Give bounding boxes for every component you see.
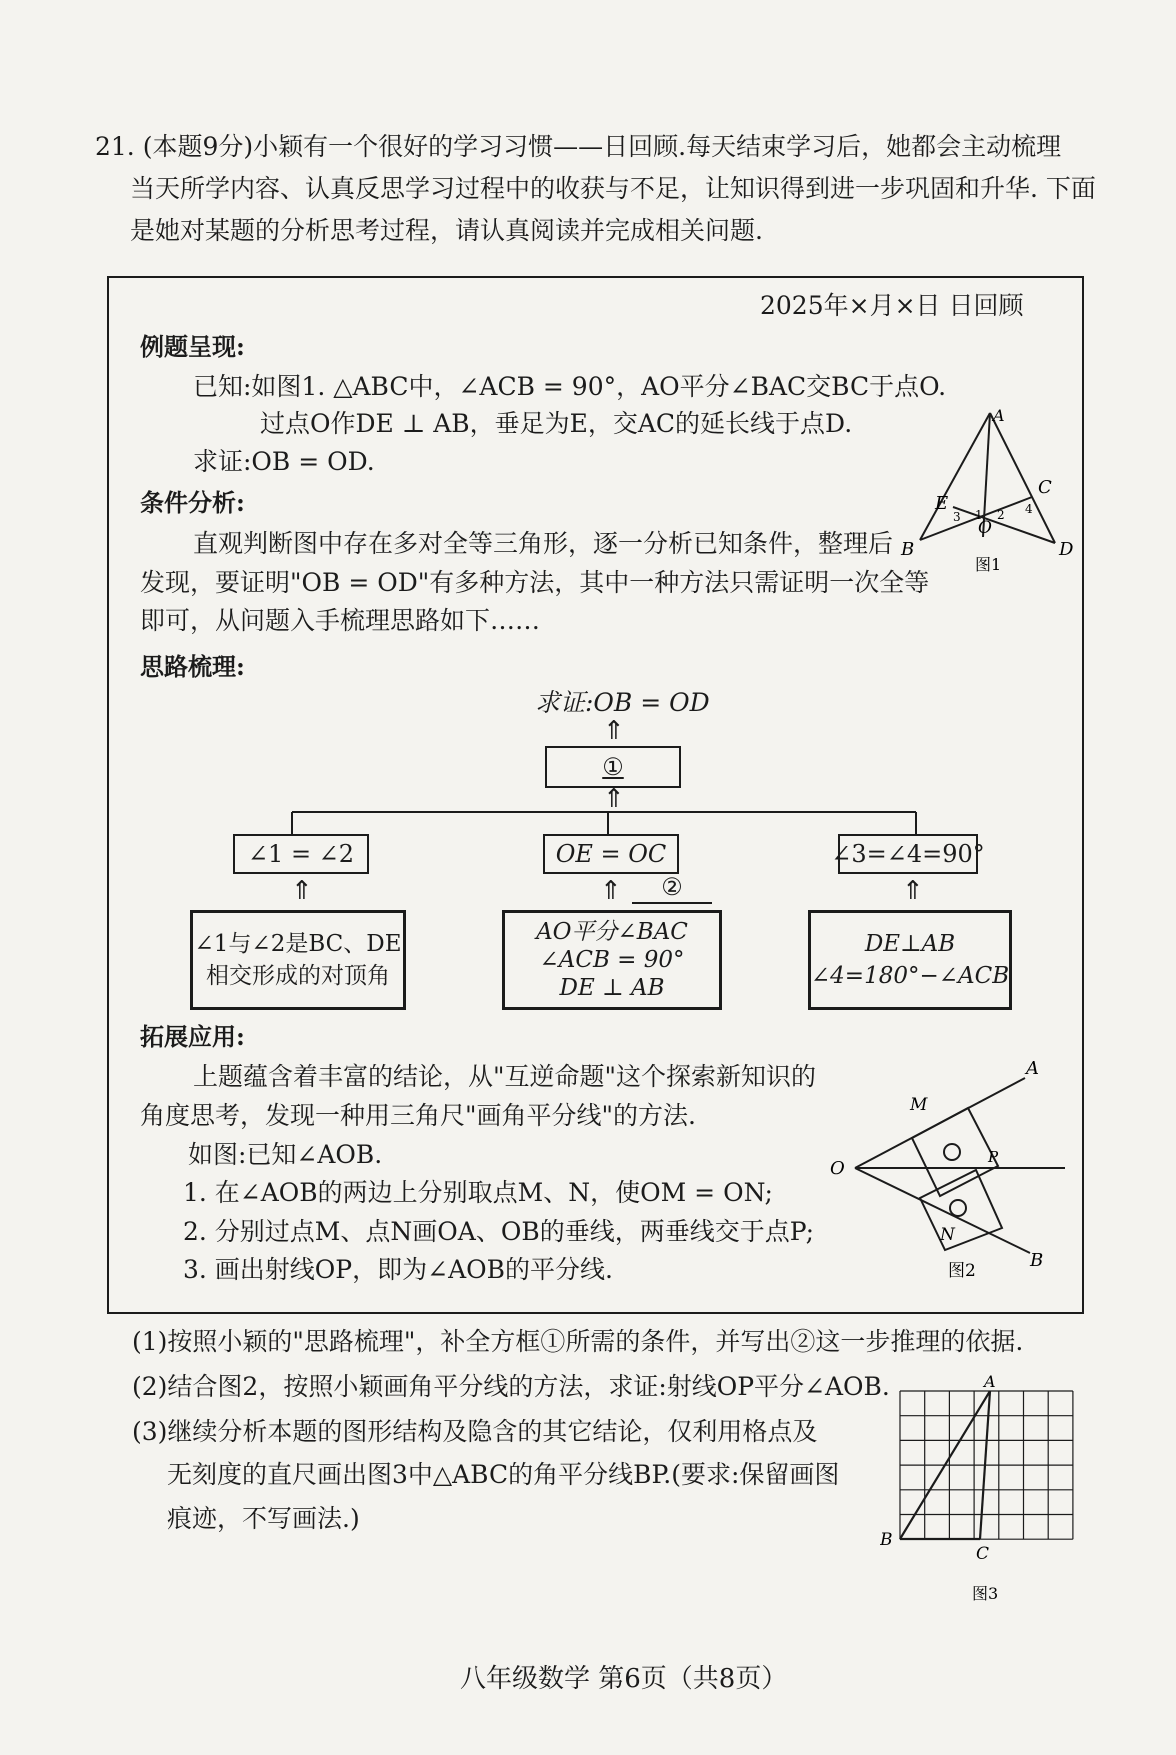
arrow-up-icon: ⇑: [603, 784, 625, 814]
subquestion-1: (1)按照小颖的"思路梳理"，补全方框①所需的条件，并写出②这一步推理的依据.: [132, 1327, 1024, 1356]
fig2-label-p: P: [988, 1148, 999, 1166]
arrow-up-icon: ⇑: [902, 876, 924, 906]
analysis-heading: 条件分析:: [140, 488, 245, 517]
flow-box-1: [545, 746, 681, 788]
fig1-label-b: B: [901, 539, 915, 560]
extension-line-1: 上题蕴含着丰富的结论，从"互逆命题"这个探索新知识的: [193, 1062, 817, 1091]
extension-heading: 拓展应用:: [140, 1022, 245, 1051]
flow-box-vertical-angles: [190, 910, 406, 1010]
subquestion-3-line-1: (3)继续分析本题的图形结构及隐含的其它结论，仅利用格点及: [132, 1417, 818, 1446]
flow-box-angle-3-4: ∠3=∠4=90°: [838, 834, 978, 874]
question-line-3: 是她对某题的分析思考过程，请认真阅读并完成相关问题.: [130, 216, 763, 245]
extension-line-2: 角度思考，发现一种用三角尺"画角平分线"的方法.: [140, 1101, 696, 1130]
fig1-caption: 图1: [975, 555, 1002, 574]
fig3-label-b: B: [880, 1530, 893, 1550]
fig2-label-m: M: [910, 1095, 928, 1115]
fig1-label-2: 2: [997, 508, 1005, 522]
fig1-label-e: E: [935, 493, 949, 514]
blank-2: ②: [632, 872, 712, 904]
fig3-label-c: C: [976, 1544, 990, 1564]
prove-line: 求证:OB = OD.: [193, 447, 375, 476]
flow-box-perpendicular: [808, 910, 1012, 1010]
flow-box-conditions: [502, 910, 722, 1010]
condition-line-1: AO平分∠BAC: [536, 919, 688, 945]
date-line: 2025年×月×日 日回顾: [760, 291, 1024, 320]
arrow-up-icon: ⇑: [291, 876, 313, 906]
fig2-label-a: A: [1026, 1058, 1039, 1079]
fig2-label-b: B: [1030, 1250, 1044, 1271]
page-footer: 八年级数学 第6页（共8页）: [460, 1664, 788, 1694]
question-line-1: 21. (本题9分)小颖有一个很好的学习习惯——日回顾.每天结束学习后，她都会主动梳理: [95, 132, 1062, 161]
condition-line-2: ∠ACB = 90°: [539, 947, 685, 973]
subquestion-3-line-2: 无刻度的直尺画出图3中△ABC的角平分线BP.(要求:保留画图: [167, 1460, 840, 1489]
fig1-label-o: O: [978, 518, 992, 538]
subquestion-2: (2)结合图2，按照小颖画角平分线的方法，求证:射线OP平分∠AOB.: [132, 1372, 890, 1401]
perp-line-1: DE⊥AB: [864, 931, 956, 957]
example-heading: 例题呈现:: [140, 332, 245, 361]
fig1-label-4: 4: [1025, 502, 1033, 516]
analysis-line-2: 发现，要证明"OB = OD"有多种方法，其中一种方法只需证明一次全等: [140, 568, 930, 597]
extension-step-3: 3. 画出射线OP，即为∠AOB的平分线.: [183, 1255, 613, 1284]
analysis-line-1: 直观判断图中存在多对全等三角形，逐一分析已知条件，整理后: [193, 529, 894, 558]
arrow-up-icon: ⇑: [603, 716, 625, 746]
vertical-angles-line-2: 相交形成的对顶角: [206, 963, 390, 989]
figure-3: [880, 1365, 1080, 1605]
fig1-label-a: A: [993, 406, 1005, 425]
fig3-caption: 图3: [972, 1584, 999, 1603]
question-line-2: 当天所学内容、认真反思学习过程中的收获与不足，让知识得到进一步巩固和升华. 下面: [130, 174, 1096, 203]
given-line-1: 已知:如图1. △ABC中，∠ACB = 90°，AO平分∠BAC交BC于点O.: [193, 372, 947, 401]
flow-box-oe-oc: OE = OC: [543, 834, 679, 874]
analysis-line-3: 即可，从问题入手梳理思路如下……: [140, 606, 541, 635]
arrow-up-icon: ⇑: [600, 876, 622, 906]
given-line-2: 过点O作DE ⊥ AB，垂足为E，交AC的延长线于点D.: [260, 409, 853, 438]
figure-1: [895, 405, 1085, 575]
flow-goal: 求证:OB = OD: [535, 688, 710, 717]
perp-line-2: ∠4=180°−∠ACB: [810, 963, 1010, 989]
fig3-label-a: A: [984, 1372, 996, 1391]
fig1-label-c: C: [1038, 477, 1052, 498]
flow-connector: [290, 810, 920, 836]
blank-1: ①: [602, 753, 624, 781]
extension-step-2: 2. 分别过点M、点N画OA、OB的垂线，两垂线交于点P;: [183, 1217, 815, 1246]
fig2-label-n: N: [940, 1225, 955, 1245]
fig1-label-3: 3: [953, 510, 961, 524]
fig2-caption: 图2: [948, 1261, 976, 1278]
fig1-label-d: D: [1059, 539, 1074, 560]
subquestion-3-line-3: 痕迹，不写画法.): [167, 1504, 360, 1533]
fig1-label-1: 1: [975, 508, 983, 522]
figure-2: [830, 1058, 1070, 1278]
thinking-heading: 思路梳理:: [140, 652, 245, 681]
flow-box-angle-1-2: ∠1 = ∠2: [233, 834, 369, 874]
condition-line-3: DE ⊥ AB: [559, 975, 665, 1001]
fig2-label-o: O: [830, 1158, 845, 1179]
extension-line-3: 如图:已知∠AOB.: [188, 1140, 383, 1169]
vertical-angles-line-1: ∠1与∠2是BC、DE: [194, 931, 402, 957]
extension-step-1: 1. 在∠AOB的两边上分别取点M、N，使OM = ON;: [183, 1178, 773, 1207]
